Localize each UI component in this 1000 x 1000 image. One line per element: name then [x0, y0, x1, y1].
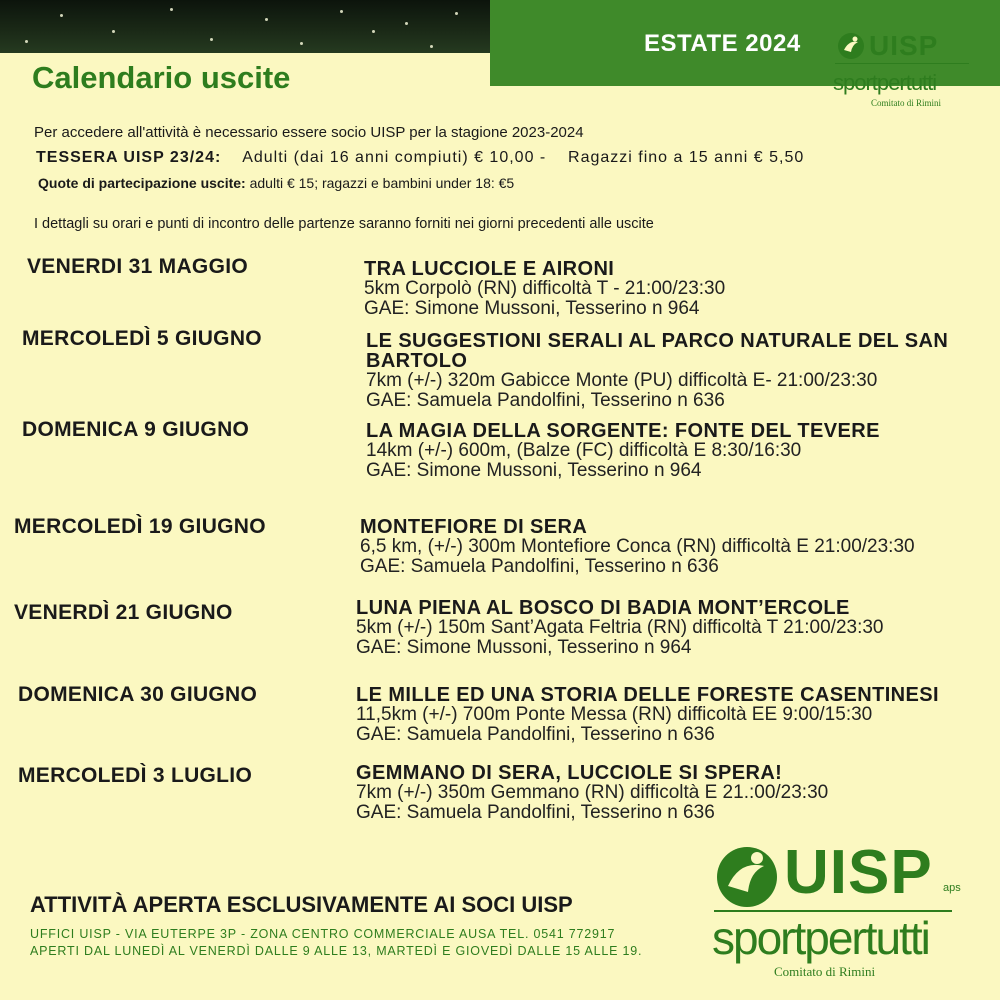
event-date: DOMENICA 9 GIUGNO — [22, 418, 250, 441]
event-item — [366, 421, 986, 481]
event-item — [356, 763, 976, 823]
footer-address: UFFICI UISP - VIA EUTERPE 3P - ZONA CENTRO COMMERCIALE AUSA TEL. 0541 772917 — [30, 927, 616, 941]
event-guide: GAE: Simone Mussoni, Tesserino n 964 — [366, 460, 702, 481]
footer-hours: APERTI DAL LUNEDÌ AL VENERDÌ DALLE 9 ALLE 13, MARTEDÌ E GIOVEDÌ DALLE 15 ALLE 19. — [30, 944, 643, 958]
event-item — [364, 259, 984, 319]
event-date: VENERDI 31 MAGGIO — [27, 255, 248, 278]
event-guide: GAE: Simone Mussoni, Tesserino n 964 — [364, 298, 700, 319]
event-date: MERCOLEDÌ 19 GIUGNO — [14, 515, 266, 538]
event-details: 5km Corpolò (RN) difficoltà T - 21:00/23:30 — [364, 278, 726, 299]
runner-logo-icon — [714, 842, 780, 908]
tessera-adults: Adulti (dai 16 anni compiuti) € 10,00 - — [242, 149, 547, 166]
footer-headline: ATTIVITÀ APERTA ESCLUSIVAMENTE AI SOCI UISP — [30, 892, 573, 917]
tessera-label: TESSERA UISP 23/24: — [36, 149, 222, 166]
event-date: DOMENICA 30 GIUGNO — [18, 683, 258, 706]
uisp-logo-large — [712, 838, 962, 983]
fees-info — [38, 175, 514, 191]
event-item — [360, 517, 980, 577]
event-date: VENERDÌ 21 GIUGNO — [14, 601, 233, 624]
fees-label: Quote di partecipazione uscite: — [38, 175, 246, 191]
event-date: MERCOLEDÌ 3 LUGLIO — [18, 764, 253, 787]
logo-tagline: sportpertutti — [712, 912, 929, 964]
event-guide: GAE: Samuela Pandolfini, Tesserino n 636 — [366, 390, 725, 411]
membership-info: Per accedere all'attività è necessario essere socio UISP per la stagione 2023-2024 — [34, 124, 584, 141]
logo-tagline: sportpertutti — [833, 70, 937, 95]
page-title: Calendario uscite — [32, 60, 291, 95]
season-label: ESTATE 2024 — [644, 30, 801, 57]
details-info: I dettagli su orari e punti di incontro delle partenze saranno forniti nei giorni precedenti alle uscite — [34, 216, 654, 232]
event-details: 5km (+/-) 150m Sant’Agata Feltria (RN) difficoltà T 21:00/23:30 — [356, 617, 884, 638]
tessera-kids: Ragazzi fino a 15 anni € 5,50 — [568, 149, 805, 166]
fees-text: adulti € 15; ragazzi e bambini under 18: €5 — [249, 175, 515, 191]
event-title: LA MAGIA DELLA SORGENTE: FONTE DEL TEVERE — [366, 420, 880, 442]
event-guide: GAE: Samuela Pandolfini, Tesserino n 636 — [360, 556, 719, 577]
event-details: 14km (+/-) 600m, (Balze (FC) difficoltà E 8:30/16:30 — [366, 440, 802, 461]
uisp-logo-small — [833, 30, 973, 114]
event-guide: GAE: Samuela Pandolfini, Tesserino n 636 — [356, 802, 715, 823]
event-title: MONTEFIORE DI SERA — [360, 516, 588, 538]
event-guide: GAE: Samuela Pandolfini, Tesserino n 636 — [356, 724, 715, 745]
event-details: 7km (+/-) 320m Gabicce Monte (PU) difficoltà E- 21:00/23:30 — [366, 370, 878, 391]
header-photo — [0, 0, 490, 53]
event-title: LE MILLE ED UNA STORIA DELLE FORESTE CASENTINESI — [356, 684, 939, 706]
event-title: TRA LUCCIOLE E AIRONI — [364, 258, 615, 280]
event-title: GEMMANO DI SERA, LUCCIOLE SI SPERA! — [356, 762, 783, 784]
tessera-info — [36, 149, 804, 167]
logo-name: UISP — [784, 838, 933, 907]
event-title: LE SUGGESTIONI SERALI AL PARCO NATURALE DEL SAN BARTOLO — [366, 330, 949, 372]
event-item — [356, 598, 976, 658]
event-details: 6,5 km, (+/-) 300m Montefiore Conca (RN) difficoltà E 21:00/23:30 — [360, 536, 915, 557]
event-details: 11,5km (+/-) 700m Ponte Messa (RN) difficoltà EE 9:00/15:30 — [356, 704, 873, 725]
logo-committee: Comitato di Rimini — [871, 98, 942, 108]
event-title: LUNA PIENA AL BOSCO DI BADIA MONT’ERCOLE — [356, 597, 850, 619]
event-date: MERCOLEDÌ 5 GIUGNO — [22, 327, 262, 350]
event-item — [366, 331, 986, 411]
logo-committee: Comitato di Rimini — [774, 964, 876, 979]
logo-name: UISP — [869, 30, 939, 61]
event-item — [356, 685, 976, 745]
event-details: 7km (+/-) 350m Gemmano (RN) difficoltà E 21.:00/23:30 — [356, 782, 829, 803]
runner-logo-icon — [837, 32, 865, 60]
logo-suffix: aps — [943, 882, 961, 894]
event-guide: GAE: Simone Mussoni, Tesserino n 964 — [356, 637, 692, 658]
